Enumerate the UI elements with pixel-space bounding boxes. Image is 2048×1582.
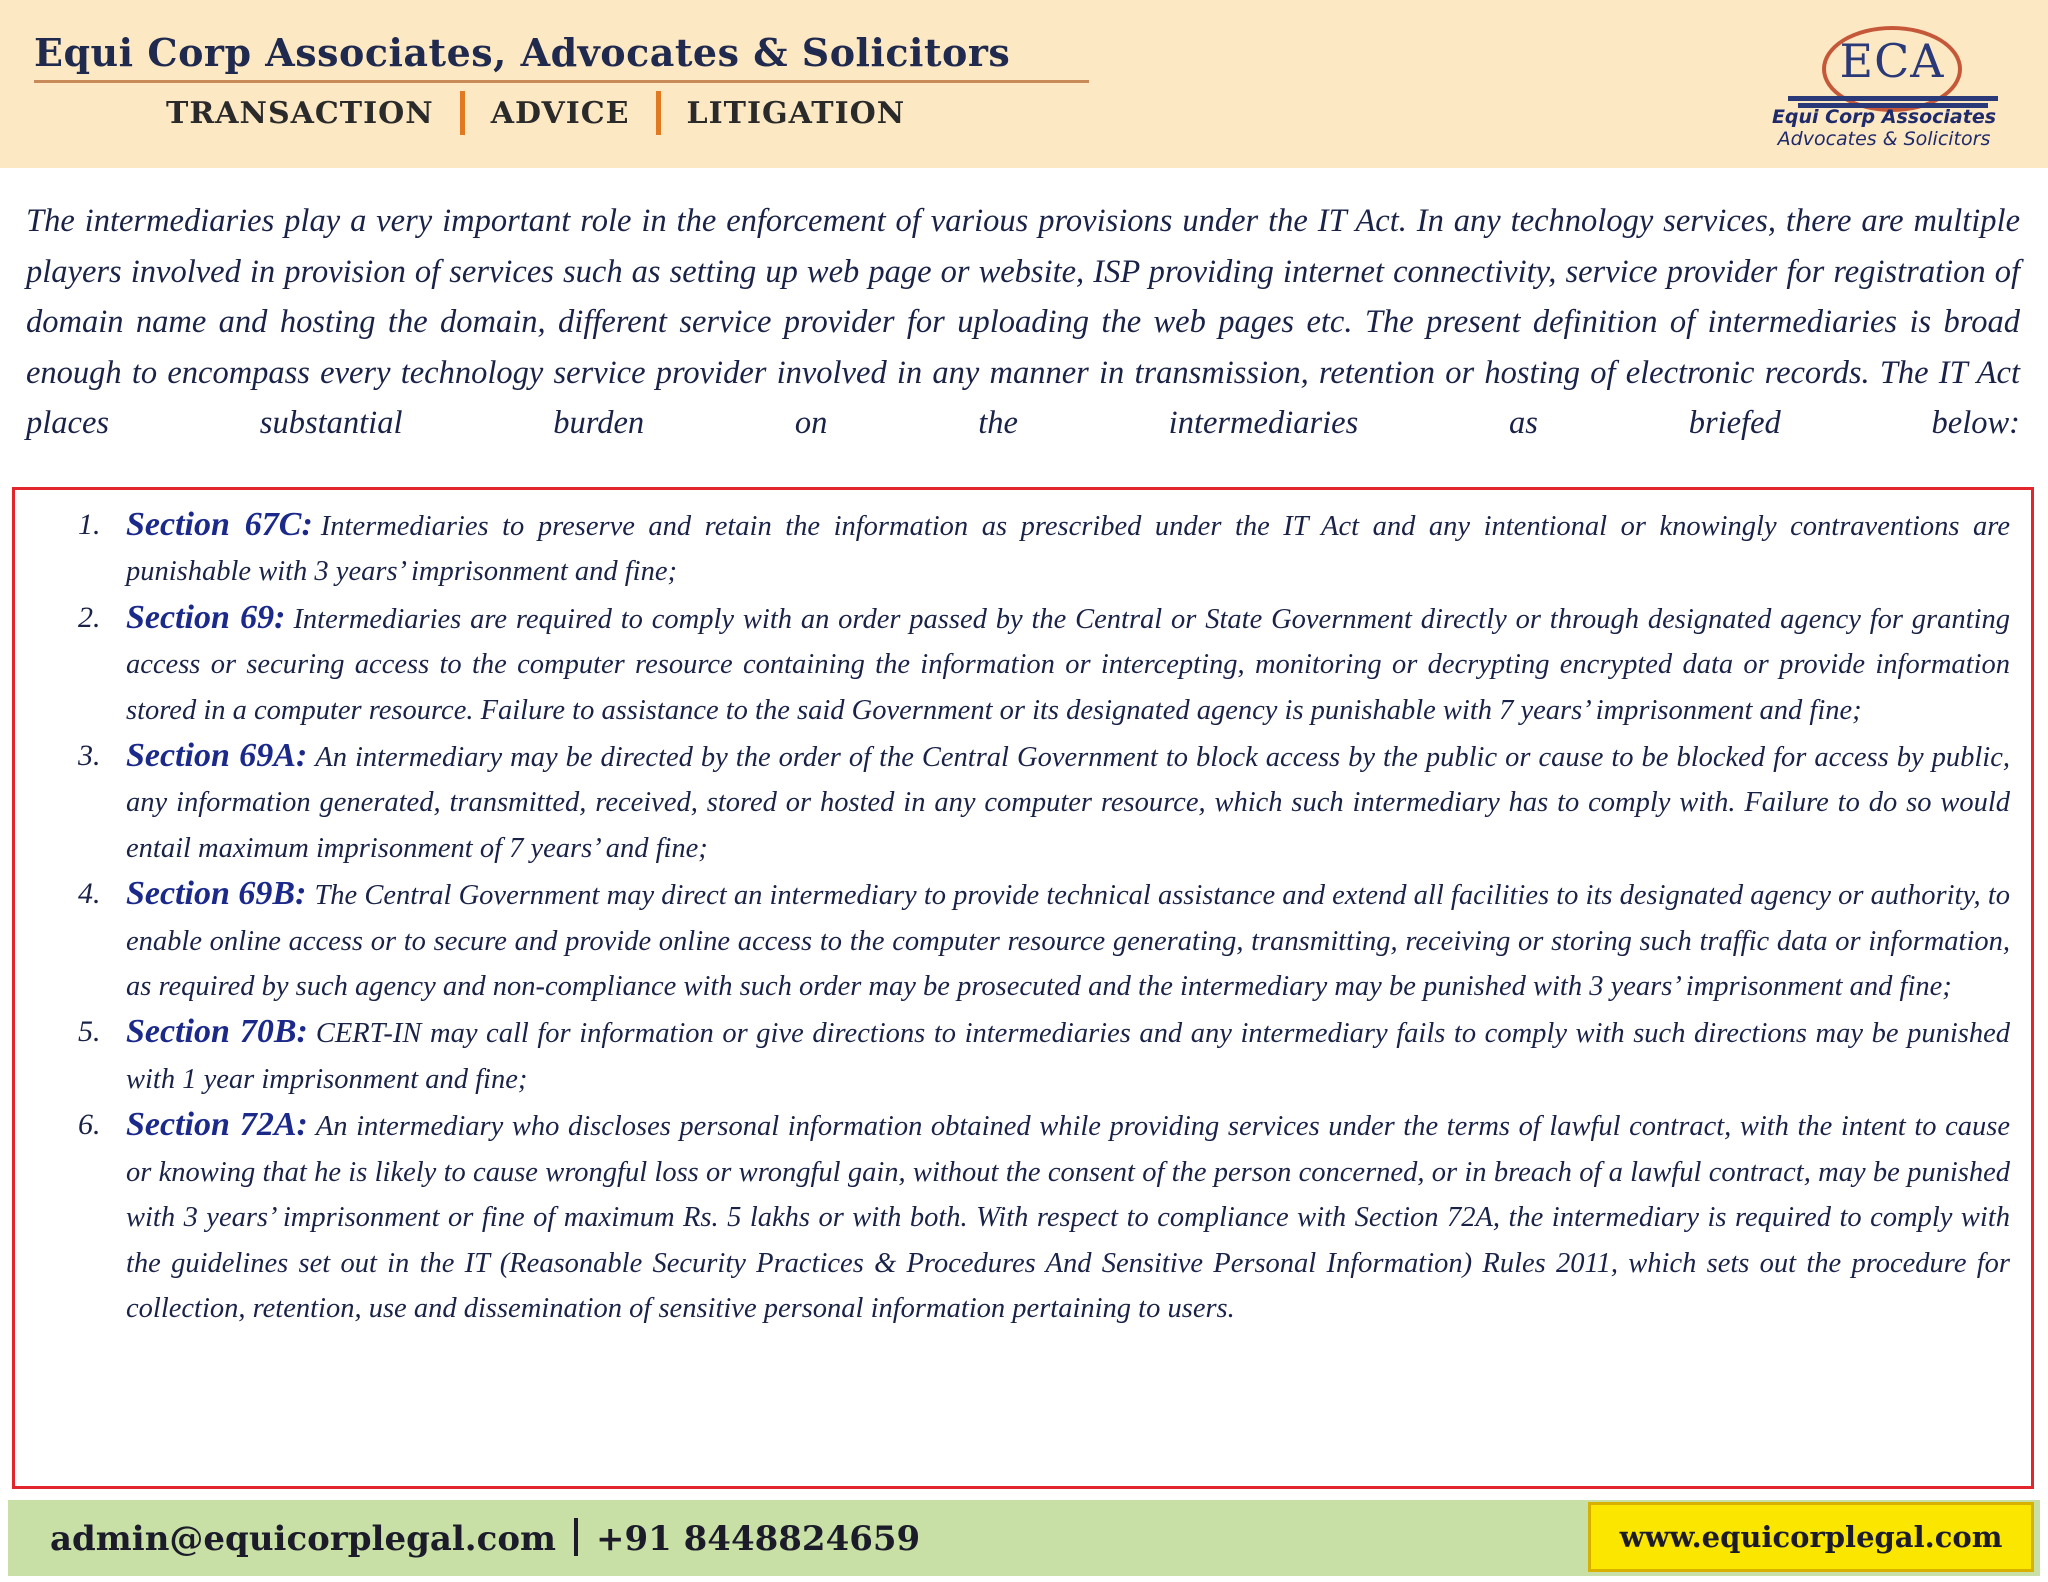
- service-advice: ADVICE: [490, 95, 630, 131]
- service-transaction: TRANSACTION: [166, 95, 434, 131]
- logo-name-line2: Advocates & Solicitors: [1777, 128, 1991, 150]
- letterhead-header: [0, 0, 2048, 168]
- section-title: Section 72A:: [126, 1106, 308, 1144]
- section-title: Section 70B:: [126, 1013, 308, 1051]
- firm-name-underline: [34, 80, 1089, 83]
- section-title: Section 69A:: [126, 737, 308, 775]
- item-paragraph: [126, 1102, 2010, 1331]
- item-paragraph: [126, 871, 2010, 1009]
- list-item: [64, 1009, 2010, 1102]
- item-number: 6.: [78, 1108, 101, 1142]
- list-item: [64, 733, 2010, 871]
- section-title: Section 69B:: [126, 875, 307, 913]
- service-litigation: LITIGATION: [686, 95, 906, 131]
- section-text: An intermediary may be directed by the order of the Central Government to block access by the public or cause to be blocked for access by public, any information generated, transmitted, received, stored or hosted in any computer resource, which such intermediary has to comply with. Failure to do so would entail maximum imprisonment of 7 years’ and fine;: [126, 742, 2010, 864]
- section-text: An intermediary who discloses personal information obtained while providing services under the terms of lawful contract, with the intent to cause or knowing that he is likely to cause wrongful loss or wrongful gain, without the consent of the person concerned, or in breach of a lawful contract, may be punished with 3 years’ imprisonment or fine of maximum Rs. 5 lakhs or with both. With respect to compliance with Section 72A, the intermediary is required to comply with the guidelines set out in the IT (Reasonable Security Practices & Procedures And Sensitive Personal Information) Rules 2011, which sets out the procedure for collection, retention, use and dissemination of sensitive personal information pertaining to users.: [126, 1111, 2010, 1324]
- eca-logo: [1718, 18, 2038, 158]
- item-paragraph: [126, 595, 2010, 733]
- logo-initials: ECA: [1839, 34, 1945, 88]
- contact-footer: [8, 1500, 2040, 1576]
- section-text: Intermediaries to preserve and retain the information as prescribed under the IT Act and any intentional or knowingly contraventions are punishable with 3 years’ imprisonment and fine;: [126, 511, 2010, 588]
- contact-line: [50, 1518, 920, 1559]
- section-title: Section 69:: [126, 598, 286, 636]
- phone-number[interactable]: +91 8448824659: [595, 1519, 921, 1559]
- item-paragraph: [126, 1009, 2010, 1102]
- item-paragraph: [126, 733, 2010, 871]
- item-number: 1.: [78, 508, 101, 541]
- service-separator: [656, 91, 661, 135]
- firm-name: Equi Corp Associates, Advocates & Solicitors: [34, 30, 1011, 75]
- list-item: [64, 871, 2010, 1009]
- website-link[interactable]: www.equicorplegal.com: [1588, 1502, 2034, 1572]
- contact-separator: [574, 1518, 578, 1556]
- list-item: [64, 595, 2010, 733]
- section-text: Intermediaries are required to comply with an order passed by the Central or State Government directly or through designated agency for granting access or securing access to the computer resource containing the information or intercepting, monitoring or decrypting encrypted data or provide information stored in a computer resource. Failure to assistance to the said Government or its designated agency is punishable with 7 years’ imprisonment and fine;: [126, 603, 2010, 726]
- list-item: [64, 502, 2010, 595]
- logo-bar-icon: [1788, 96, 1998, 101]
- email-link[interactable]: admin@equicorplegal.com: [50, 1519, 556, 1559]
- section-text: The Central Government may direct an intermediary to provide technical assistance and extend all facilities to its designated agency or authority, to enable online access or to secure and provide online access to the computer resource generating, transmitting, receiving or storing such traffic data or information, as required by such agency and non-compliance with such order may be prosecuted and the intermediary may be punished with 3 years’ imprisonment and fine;: [126, 880, 2010, 1003]
- section-text: CERT-IN may call for information or give directions to intermediaries and any intermediary fails to comply with such directions may be punished with 1 year imprisonment and fine;: [126, 1018, 2010, 1095]
- list-item: [64, 1102, 2010, 1331]
- services-tagline: [166, 88, 905, 138]
- section-title: Section 67C:: [126, 506, 313, 543]
- sections-list: [64, 502, 2010, 1331]
- intro-paragraph: The intermediaries play a very important role in the enforcement of various provisions under the IT Act. In any technology services, there are multiple players involved in provision of services such as setting up web page or website, ISP providing internet connectivity, service provider for registration of domain name and hosting the domain, different service provider for uploading the web pages etc. The present definition of intermediaries is broad enough to encompass every technology service provider involved in any manner in transmission, retention or hosting of electronic records. The IT Act places substantial burden on the intermediaries as briefed below:: [26, 203, 2020, 441]
- item-number: 5.: [78, 1015, 101, 1049]
- item-paragraph: [126, 502, 2010, 595]
- service-separator: [460, 91, 465, 135]
- item-number: 3.: [78, 739, 101, 773]
- item-number: 4.: [78, 877, 101, 911]
- item-number: 2.: [78, 600, 101, 634]
- logo-name-line1: Equi Corp Associates: [1771, 106, 1997, 128]
